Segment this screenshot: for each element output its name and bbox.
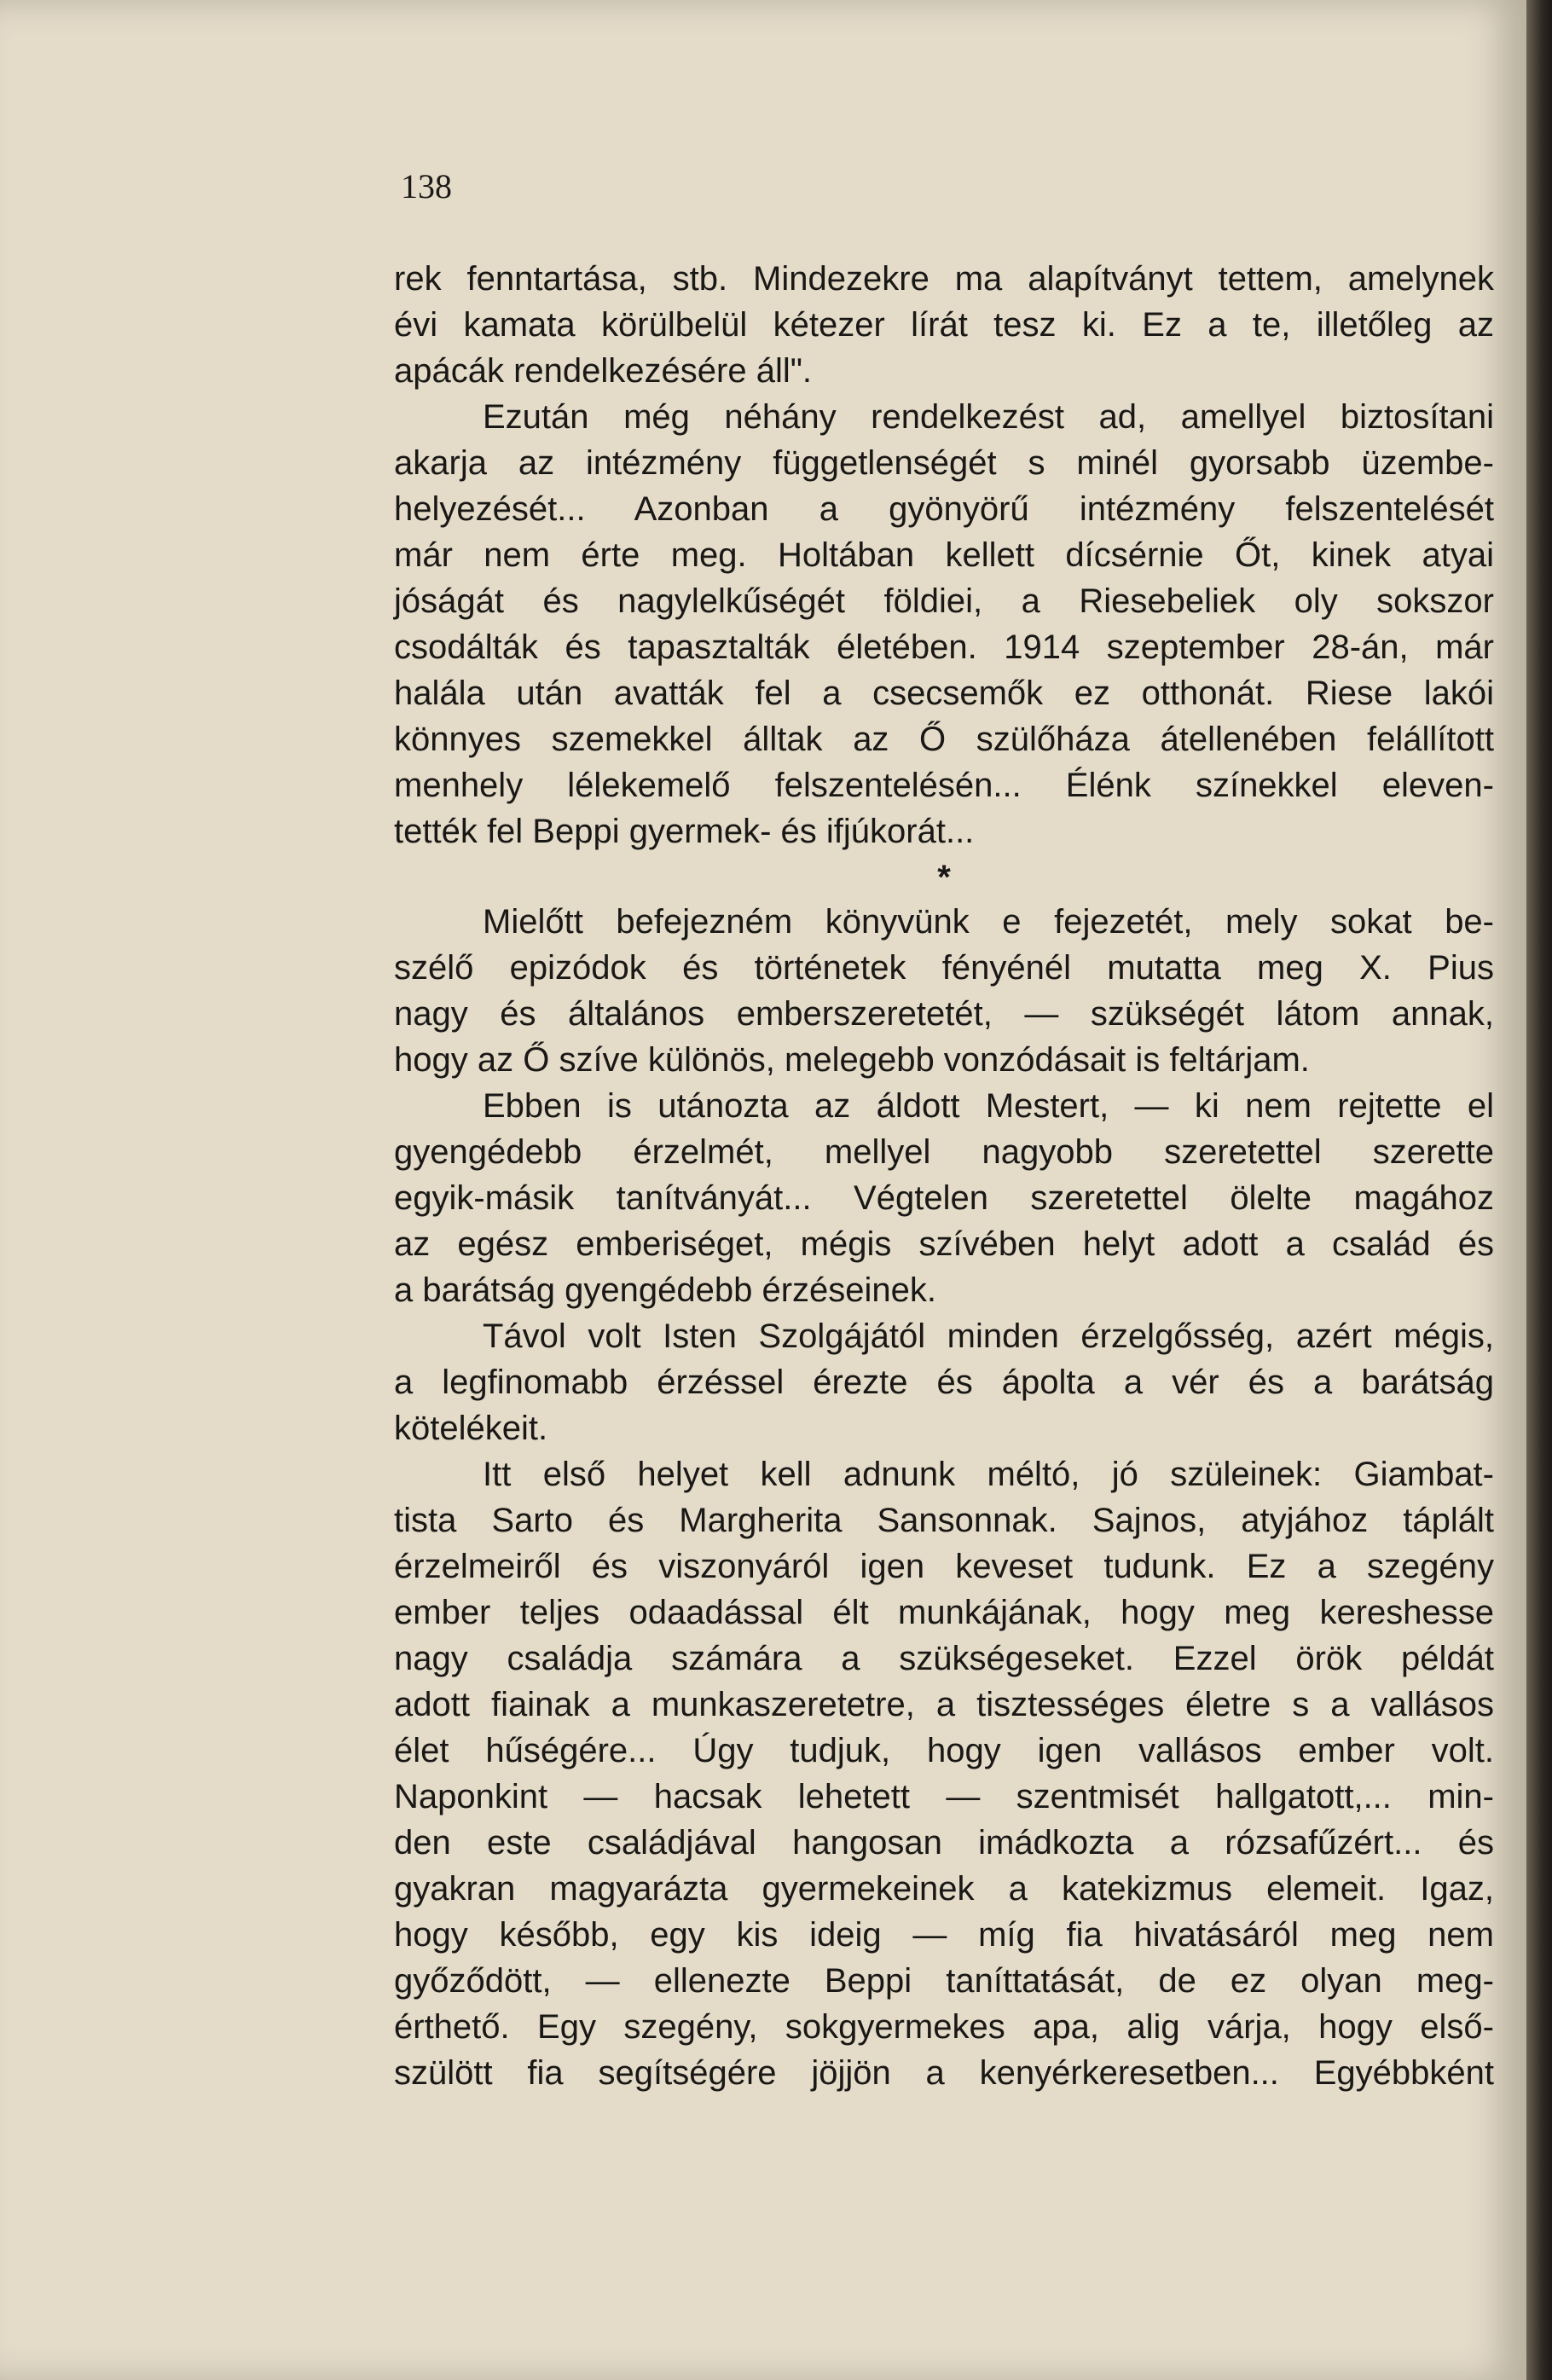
text-line: már nem érte meg. Holtában kellett dícsérnie Őt, kinek atyai	[394, 536, 1494, 574]
text-line: nagy és általános emberszeretetét, — szükségét látom annak,	[394, 995, 1494, 1033]
text-line: Itt első helyet kell adnunk méltó, jó szüleinek: Giambat-	[483, 1456, 1494, 1493]
text-line: Naponkint — hacsak lehetett — szentmisét hallgatott,... min-	[394, 1778, 1494, 1815]
text-line: menhely lélekemelő felszentelésén... Élénk színekkel eleven-	[394, 767, 1494, 804]
text-line: gyengédebb érzelmét, mellyel nagyobb szeretettel szerette	[394, 1133, 1494, 1171]
text-line: szélő epizódok és történetek fényénél mutatta meg X. Pius	[394, 949, 1494, 987]
text-line: érzelmeiről és viszonyáról igen keveset tudunk. Ez a szegény	[394, 1548, 1494, 1585]
text-line: rek fenntartása, stb. Mindezekre ma alapítványt tettem, amelynek	[394, 260, 1494, 298]
text-line: szülött fia segítségére jöjjön a kenyérkeresetben... Egyébbként	[394, 2054, 1494, 2092]
text-line: a legfinomabb érzéssel érezte és ápolta a vér és a barátság	[394, 1364, 1494, 1401]
text-line: a barátság gyengédebb érzéseinek.	[394, 1271, 937, 1309]
text-line: egyik-másik tanítványát... Végtelen szeretettel ölelte magához	[394, 1179, 1494, 1217]
text-line: Ezután még néhány rendelkezést ad, amellyel biztosítani	[483, 398, 1494, 436]
text-line: adott fiainak a munkaszeretetre, a tisztességes életre s a vallásos	[394, 1686, 1494, 1723]
book-binding-edge	[1526, 0, 1552, 2380]
text-line: könnyes szemekkel álltak az Ő szülőháza átellenében felállított	[394, 721, 1494, 758]
body-text	[394, 256, 1494, 2096]
text-line: hogy az Ő szíve különös, melegebb vonzódásait is feltárjam.	[394, 1041, 1310, 1079]
text-line: ember teljes odaadással élt munkájának, hogy meg kereshesse	[394, 1594, 1494, 1631]
text-line: helyezését... Azonban a gyönyörű intézmény felszentelését	[394, 490, 1494, 528]
text-line: győződött, — ellenezte Beppi taníttatását, de ez olyan meg-	[394, 1962, 1494, 2000]
text-line: csodálták és tapasztalták életében. 1914 szeptember 28-án, már	[394, 628, 1494, 666]
text-line: tették fel Beppi gyermek- és ifjúkorát...	[394, 813, 975, 850]
text-line: gyakran magyarázta gyermekeinek a katekizmus elemeit. Igaz,	[394, 1870, 1494, 1908]
text-line: hogy később, egy kis ideig — míg fia hivatásáról meg nem	[394, 1916, 1494, 1954]
text-line: érthető. Egy szegény, sokgyermekes apa, alig várja, hogy első-	[394, 2008, 1494, 2046]
text-line: évi kamata körülbelül kétezer lírát tesz ki. Ez a te, illetőleg az	[394, 306, 1494, 344]
text-line: nagy családja számára a szükségeseket. Ezzel örök példát	[394, 1640, 1494, 1677]
text-line: kötelékeit.	[394, 1410, 548, 1447]
text-line: apácák rendelkezésére áll".	[394, 352, 813, 390]
text-line: élet hűségére... Úgy tudjuk, hogy igen vallásos ember volt.	[394, 1732, 1494, 1769]
text-line: az egész emberiséget, mégis szívében helyt adott a család és	[394, 1225, 1494, 1263]
text-line: Ebben is utánozta az áldott Mestert, — ki nem rejtette el	[483, 1087, 1494, 1125]
text-line: halála után avatták fel a csecsemők ez otthonát. Riese lakói	[394, 675, 1494, 712]
text-line: tista Sarto és Margherita Sansonnak. Sajnos, atyjához táplált	[394, 1502, 1494, 1539]
text-line: jóságát és nagylelkűségét földiei, a Riesebeliek oly sokszor	[394, 582, 1494, 620]
text-line: den este családjával hangosan imádkozta a rózsafűzért... és	[394, 1824, 1494, 1862]
text-line: Mielőtt befejezném könyvünk e fejezetét, mely sokat be-	[483, 903, 1494, 941]
section-separator: *	[937, 859, 951, 896]
text-line: Távol volt Isten Szolgájától minden érzelgősség, azért mégis,	[483, 1317, 1494, 1355]
text-line: akarja az intézmény függetlenségét s minél gyorsabb üzembe-	[394, 444, 1494, 482]
page-number: 138	[401, 167, 452, 206]
